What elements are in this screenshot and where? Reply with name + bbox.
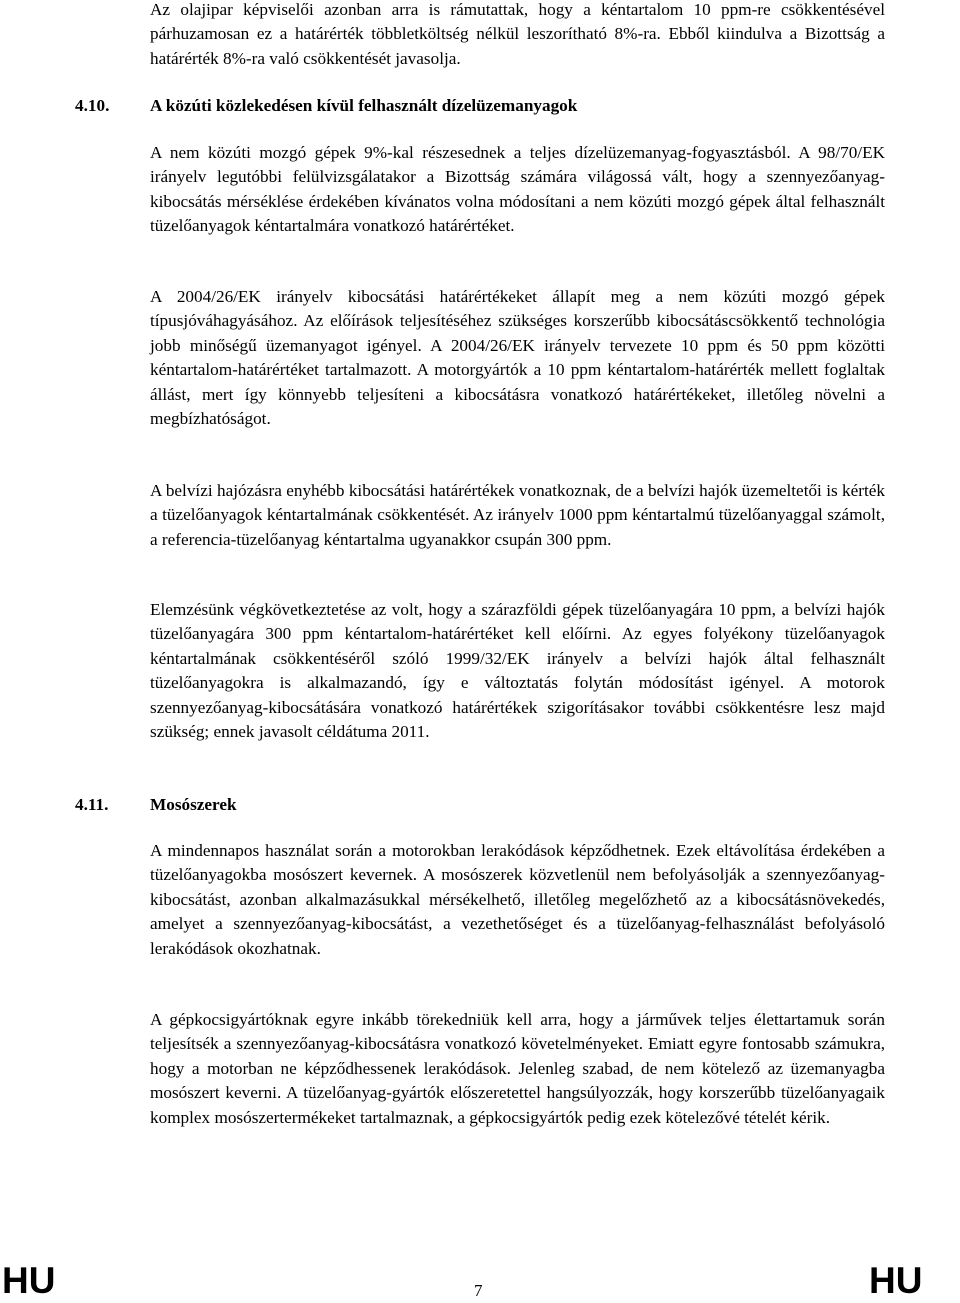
paragraph-intro: Az olajipar képviselői azonban arra is rámutattak, hogy a kéntartalom 10 ppm-re csökkentésével párhuzamosan ez a határérték többletköltség nélkül leszorítható 8%-ra. Ebből kiindulva a Bizottság a határérték 8%-ra való csökkentését javasolja. xyxy=(150,0,885,68)
footer-language-right: HU xyxy=(869,1260,923,1301)
section-title-4-10: A közúti közlekedésen kívül felhasznált dízelüzemanyagok xyxy=(150,96,578,115)
section-number-4-10: 4.10. xyxy=(75,96,110,115)
footer-language-left: HU xyxy=(2,1260,56,1301)
paragraph-4-10-3: A belvízi hajózásra enyhébb kibocsátási határértékek vonatkoznak, de a belvízi hajók üzemeltetői is kérték a tüzelőanyagok kéntartalmának csökkentését. Az irányelv 1000 ppm kéntartalmú tüzelőanyaggal számolt, a referencia-tüzelőanyag kéntartalma ugyanakkor csupán 300 ppm. xyxy=(150,481,885,549)
paragraph-4-11-1: A mindennapos használat során a motorokban lerakódások képződhetnek. Ezek eltávolítása érdekében a tüzelőanyagokba mosószert kevernek. A mosószerek közvetlenül nem befolyásolják a szennyezőanyag-kibocsátást, azonban alkalmazásukkal mérsékelhető, illetőleg megelőzhető az a kibocsátásnövekedés, amelyet a szennyezőanyag-kibocsátást, a vezethetőséget és a tüzelőanyag-felhasználást befolyásoló lerakódások okozhatnak. xyxy=(150,841,885,958)
section-title-4-11: Mosószerek xyxy=(150,795,237,814)
paragraph-4-10-4: Elemzésünk végkövetkeztetése az volt, hogy a szárazföldi gépek tüzelőanyagára 10 ppm, a belvízi hajók tüzelőanyagára 300 ppm kéntartalom-határértéket kell előírni. Az egyes folyékony tüzelőanyagok kéntartalmának csökkentéséről szóló 1999/32/EK irányelv a belvízi hajók által felhasznált tüzelőanyagokra is alkalmazandó, így e változtatás folytán módosítást igényel. A motorok szennyezőanyag-kibocsátására vonatkozó határértékek szigorításakor további csökkentésre lesz majd szükség; ennek javasolt céldátuma 2011. xyxy=(150,600,885,742)
page-number: 7 xyxy=(474,1281,483,1300)
section-number-4-11: 4.11. xyxy=(75,795,109,814)
paragraph-4-10-2: A 2004/26/EK irányelv kibocsátási határértékeket állapít meg a nem közúti mozgó gépek típusjóváhagyásához. Az előírások teljesítéséhez szükséges korszerűbb kibocsátáscsökkentő technológia jobb minőségű üzemanyagot igényel. A 2004/26/EK irányelv tervezete 10 ppm és 50 ppm közötti kéntartalom-határértéket tartalmazott. A motorgyártók a 10 ppm kéntartalom-határérték mellett foglaltak állást, mert így könnyebb teljesíteni a kibocsátásra vonatkozó határértékeket, illetőleg növelni a megbízhatóságot. xyxy=(150,287,885,429)
paragraph-4-11-2: A gépkocsigyártóknak egyre inkább törekedniük kell arra, hogy a járművek teljes élettartamuk során teljesítsék a szennyezőanyag-kibocsátásra vonatkozó követelményeket. Emiatt egyre fontosabb számukra, hogy a motorban ne képződhessenek lerakódások. Jelenleg szabad, de nem kötelező az üzemanyagba mosószert keverni. A tüzelőanyag-gyártók előszeretettel hangsúlyozzák, hogy korszerűbb tüzelőanyagaik komplex mosószertermékeket tartalmaznak, a gépkocsigyártók pedig ezek kötelezővé tételét kérik. xyxy=(150,1010,885,1127)
paragraph-4-10-1: A nem közúti mozgó gépek 9%-kal részesednek a teljes dízelüzemanyag-fogyasztásból. A 98/70/EK irányelv legutóbbi felülvizsgálatakor a Bizottság számára világossá vált, hogy a szennyezőanyag-kibocsátás mérséklése érdekében kívánatos volna módosítani a nem közúti mozgó gépek által felhasznált tüzelőanyagok kéntartalmára vonatkozó határértéket. xyxy=(150,143,885,236)
